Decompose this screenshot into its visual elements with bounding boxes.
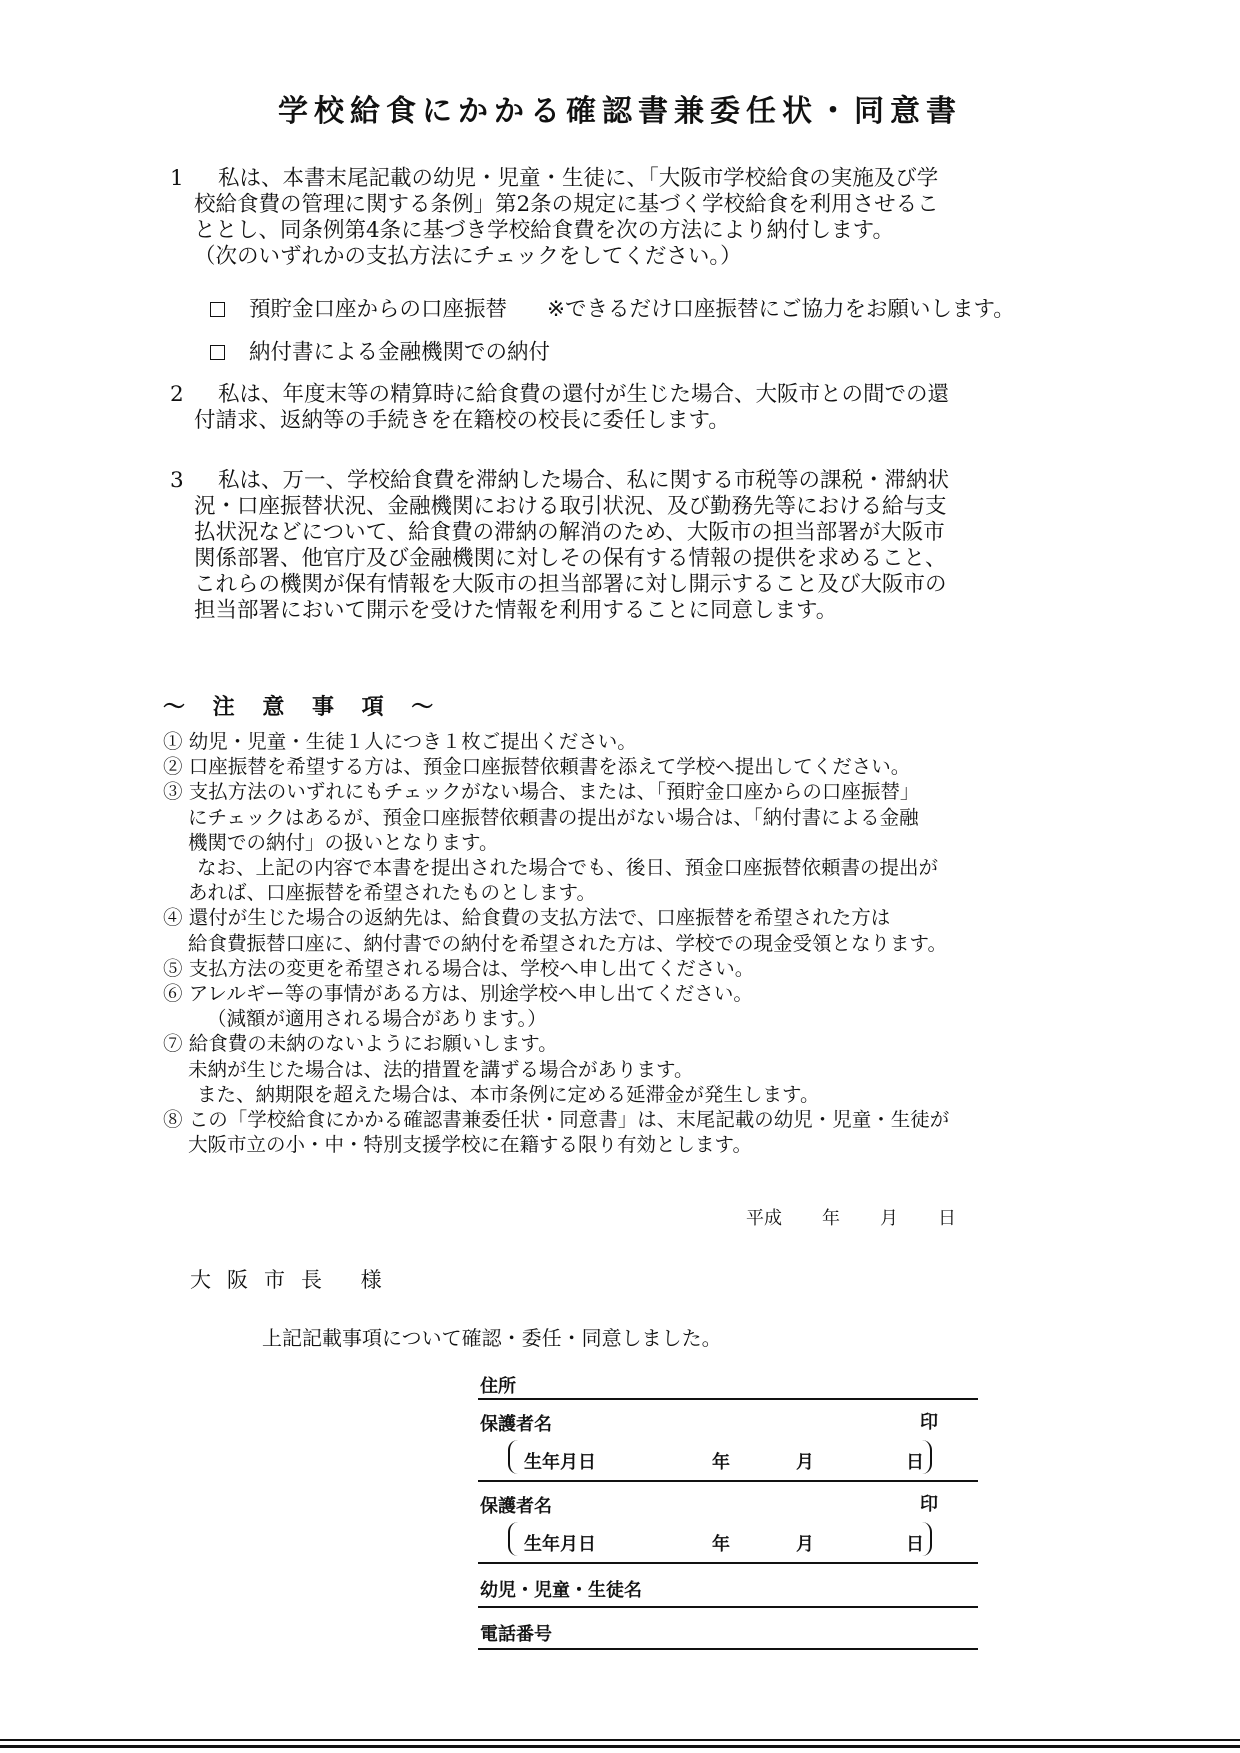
- clause-line: これらの機関が保有情報を大阪市の担当部署に対し開示すること及び大阪市の: [194, 572, 947, 597]
- seal-mark: 印: [920, 1494, 938, 1515]
- notes-list: [163, 729, 949, 1157]
- field-label: 電話番号: [480, 1624, 552, 1645]
- clause-2: [170, 382, 949, 434]
- addressee: 大阪市長 様: [190, 1268, 398, 1292]
- date-year: 年: [822, 1208, 840, 1229]
- checkbox-icon[interactable]: [210, 345, 225, 360]
- date-era: 平成: [746, 1208, 782, 1229]
- note-line: なお、上記の内容で本書を提出された場合でも、後日、預金口座振替依頼書の提出が: [197, 856, 939, 880]
- note-line: また、納期限を超えた場合は、本市条例に定める延滞金が発生します。: [197, 1082, 820, 1106]
- note-line: （減額が適用される場合があります。）: [207, 1007, 547, 1031]
- clause-number: 3: [170, 468, 184, 493]
- note-line: ② 口座振替を希望する方は、預金口座振替依頼書を添えて学校へ提出してください。: [163, 755, 911, 779]
- date-month: 月: [880, 1208, 898, 1229]
- address-field[interactable]: [478, 1366, 978, 1400]
- birth-year: 年: [712, 1452, 730, 1473]
- birthdate-bracket[interactable]: [508, 1522, 932, 1556]
- guardian-1-field[interactable]: [478, 1400, 978, 1482]
- notes-heading: ～ 注 意 事 項 ～: [163, 694, 444, 720]
- consent-statement: 上記記載事項について確認・委任・同意しました。: [262, 1326, 722, 1350]
- note-line: にチェックはあるが、預金口座振替依頼書の提出がない場合は、「納付書による金融: [188, 805, 919, 829]
- clause-number: 1: [170, 166, 184, 191]
- payment-option-payment-slip[interactable]: [210, 335, 550, 366]
- clause-1: [170, 166, 939, 270]
- birth-year: 年: [712, 1534, 730, 1555]
- document-title: 学校給食にかかる確認書兼委任状・同意書: [278, 94, 962, 129]
- clause-line: 私は、万一、学校給食費を滞納した場合、私に関する市税等の課税・滞納状: [218, 468, 950, 493]
- bottom-border: [0, 1745, 1240, 1748]
- clause-line: 担当部署において開示を受けた情報を利用することに同意します。: [194, 598, 838, 623]
- birth-label: 生年月日: [524, 1452, 596, 1473]
- clause-line: （次のいずれかの支払方法にチェックをしてください。）: [194, 244, 742, 269]
- note-line: 給食費振替口座に、納付書での納付を希望された方は、学校での現金受領となります。: [188, 931, 947, 955]
- note-line: ④ 還付が生じた場合の返納先は、給食費の支払方法で、口座振替を希望された方は: [163, 906, 891, 930]
- seal-mark: 印: [920, 1412, 938, 1433]
- note-line: 機関での納付」の扱いとなります。: [188, 830, 499, 854]
- option-label: 納付書による金融機関での納付: [249, 340, 551, 365]
- clause-line: 関係部署、他官庁及び金融機関に対しその保有する情報の提供を求めること、: [194, 546, 947, 571]
- clause-line: 況・口座振替状況、金融機関における取引状況、及び勤務先等における給与支: [194, 494, 947, 519]
- guardian-2-field[interactable]: [478, 1482, 978, 1564]
- note-line: ⑤ 支払方法の変更を希望される場合は、学校へ申し出てください。: [163, 956, 755, 980]
- clause-line: 私は、本書末尾記載の幼児・児童・生徒に、「大阪市学校給食の実施及び学: [218, 166, 939, 191]
- birth-day: 日: [906, 1452, 924, 1473]
- note-line: ⑦ 給食費の未納のないようにお願いします。: [163, 1032, 558, 1056]
- clause-line: 払状況などについて、給食費の滞納の解消のため、大阪市の担当部署が大阪市: [194, 520, 945, 545]
- note-line: 未納が生じた場合は、法的措置を講ずる場合があります。: [188, 1057, 694, 1081]
- field-label: 幼児・児童・生徒名: [480, 1580, 642, 1601]
- option-label: 預貯金口座からの口座振替: [249, 297, 508, 322]
- payment-option-account-transfer[interactable]: [210, 292, 1015, 323]
- clause-line: 私は、年度末等の精算時に給食費の還付が生じた場合、大阪市との間での還: [218, 382, 950, 407]
- field-label: 住所: [480, 1376, 516, 1397]
- field-label: 保護者名: [480, 1414, 552, 1435]
- signature-form: [478, 1366, 978, 1650]
- note-line: ⑥ アレルギー等の事情がある方は、別途学校へ申し出てください。: [163, 982, 753, 1006]
- birth-month: 月: [796, 1452, 814, 1473]
- note-line: ⑧ この「学校給食にかかる確認書兼委任状・同意書」は、末尾記載の幼児・児童・生徒が: [163, 1108, 950, 1132]
- date-day: 日: [938, 1208, 956, 1229]
- date-line: [746, 1204, 956, 1230]
- note-line: ① 幼児・児童・生徒１人につき１枚ご提出ください。: [163, 730, 637, 753]
- birthdate-bracket[interactable]: [508, 1440, 932, 1474]
- checkbox-icon[interactable]: [210, 302, 225, 317]
- field-label: 保護者名: [480, 1496, 552, 1517]
- clause-number: 2: [170, 382, 184, 407]
- clause-line: 校給食費の管理に関する条例」第2条の規定に基づく学校給食を利用させるこ: [194, 192, 939, 217]
- note-line: あれば、口座振替を希望されたものとします。: [188, 881, 596, 905]
- birth-month: 月: [796, 1534, 814, 1555]
- birth-day: 日: [906, 1534, 924, 1555]
- phone-field[interactable]: [478, 1608, 978, 1650]
- note-line: ③ 支払方法のいずれにもチェックがない場合、または、「預貯金口座からの口座振替」: [163, 780, 920, 804]
- note-line: 大阪市立の小・中・特別支援学校に在籍する限り有効とします。: [188, 1133, 752, 1157]
- bottom-border: [0, 1739, 1240, 1741]
- clause-line: ととし、同条例第4条に基づき学校給食費を次の方法により納付します。: [194, 218, 894, 243]
- option-note: ※できるだけ口座振替にご協力をお願いします。: [547, 297, 1015, 322]
- clause-3: [170, 468, 949, 624]
- clause-line: 付請求、返納等の手続きを在籍校の校長に委任します。: [194, 408, 730, 433]
- birth-label: 生年月日: [524, 1534, 596, 1555]
- child-name-field[interactable]: [478, 1564, 978, 1608]
